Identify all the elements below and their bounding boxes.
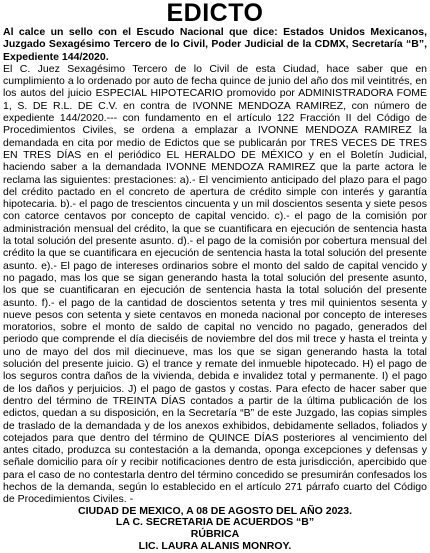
edict-body: El C. Juez Sexagésimo Tercero de lo Civil de esta Ciudad, hace saber que en cumplimiento a lo ordenado por auto de fecha quince de junio del año dos mil veintitrés, en los autos del juicio ESPECIAL HIPOTECARIO promovido por ADMINISTRADORA FOME 1, S. DE R.L. DE C.V. en contra de IVONNE MENDOZA RAMIREZ, con número de expediente 144/2020.--- con fundamento en el artículo 122 Fracción II del Código de Procedimientos Civiles, se ordena a emplazar a IVONNE MENDOZA RAMIREZ la demandada en cita por medio de Edictos que se publicarán por TRES VECES DE TRES EN TRES DÍAS en el periódico EL HERALDO DE MÉXICO y en el Boletín Judicial, haciendo saber a la demandada IVONNE MENDOZA RAMIREZ que la parte actora le reclama las siguientes: prestaciones: a).- El vencimiento anticipado del plazo para el pago del crédito pactado en el concreto de apertura de crédito simple con interés y garantía hipotecaria. b).- el pago de trescientos cincuenta y un mil doscientos sesenta y siete pesos con catorce centavos por concepto de capital vencido. c).- el pago de la comisión por administración mensual del crédito, la que se cuantificara en ejecución de sentencia hasta la total solución del presente asunto. d).- el pago de la comisión por cobertura mensual del crédito la que se cuantificara en ejecución de sentencia hasta la total solución del presente asunto. e).- El pago de intereses ordinarios sobre el monto del saldo de capital vencido y no pagado, mas los que se sigan generando hasta la total solución del presente asunto, los que se cuantificaran en ejecución de sentencia hasta la total solución del presente asunto. f).- el pago de la cantidad de doscientos setenta y tres mil quinientos sesenta y nueve pesos con setenta y siete centavos en moneda nacional por concepto de intereses moratorios, sobre el monto de saldo de capital no vencido no pagado, generados del periodo que comprende el día dieciséis de noviembre del dos mil trece y hasta el treinta y uno de mayo del dos mil diecinueve, mas los que se sigan generando hasta la total solución del presente juicio. G) el trance y remate del inmueble hipotecado. H) el pago de los seguros contra daños de la vivienda, debida e invalidez total y permanente. I) el pago de los daños y perjuicios. J) el pago de gastos y costas. Para efecto de hacer saber que dentro del término de TREINTA DÍAS contados a partir de la última publicación de los edictos, quedan a su disposición, en la Secretaría “B” de este Juzgado, las copias simples de traslado de la demandada y de los anexos exhibidos, debidamente sellados, foliados y cotejados para que dentro del término de QUINCE DÍAS posteriores al vencimiento del antes citado, produzca su contestación a la demanda, oponga excepciones y defensas y señale domicilio para oír y recibir notificaciones dentro de esta jurisdicción, apercibido que para el caso de no contestarla dentro del término concedido se presumirán confesados los hechos de la demanda, según lo establecido en el artículo 271 párrafo cuarto del Código de Procedimientos Civiles. - [3,62,427,506]
closing-rubrica: RÚBRICA [190,528,240,541]
seal-description: Al calce un sello con el Escudo Nacional que dice: Estados Unidos Mexicanos, Juzgado Sexagésimo Tercero de lo Civil, Poder Judicial de la CDMX, Secretaría “B”, Expediente 144/2020. [3,26,427,63]
edict-title: EDICTO [166,0,264,27]
closing-place-date: CIUDAD DE MEXICO, A 08 DE AGOSTO DEL AÑO 2023. [77,504,353,517]
closing-signatory-name: LIC. LAURA ALANIS MONROY. [138,539,292,552]
closing-office: LA C. SECRETARIA DE ACUERDOS “B” [115,516,315,529]
